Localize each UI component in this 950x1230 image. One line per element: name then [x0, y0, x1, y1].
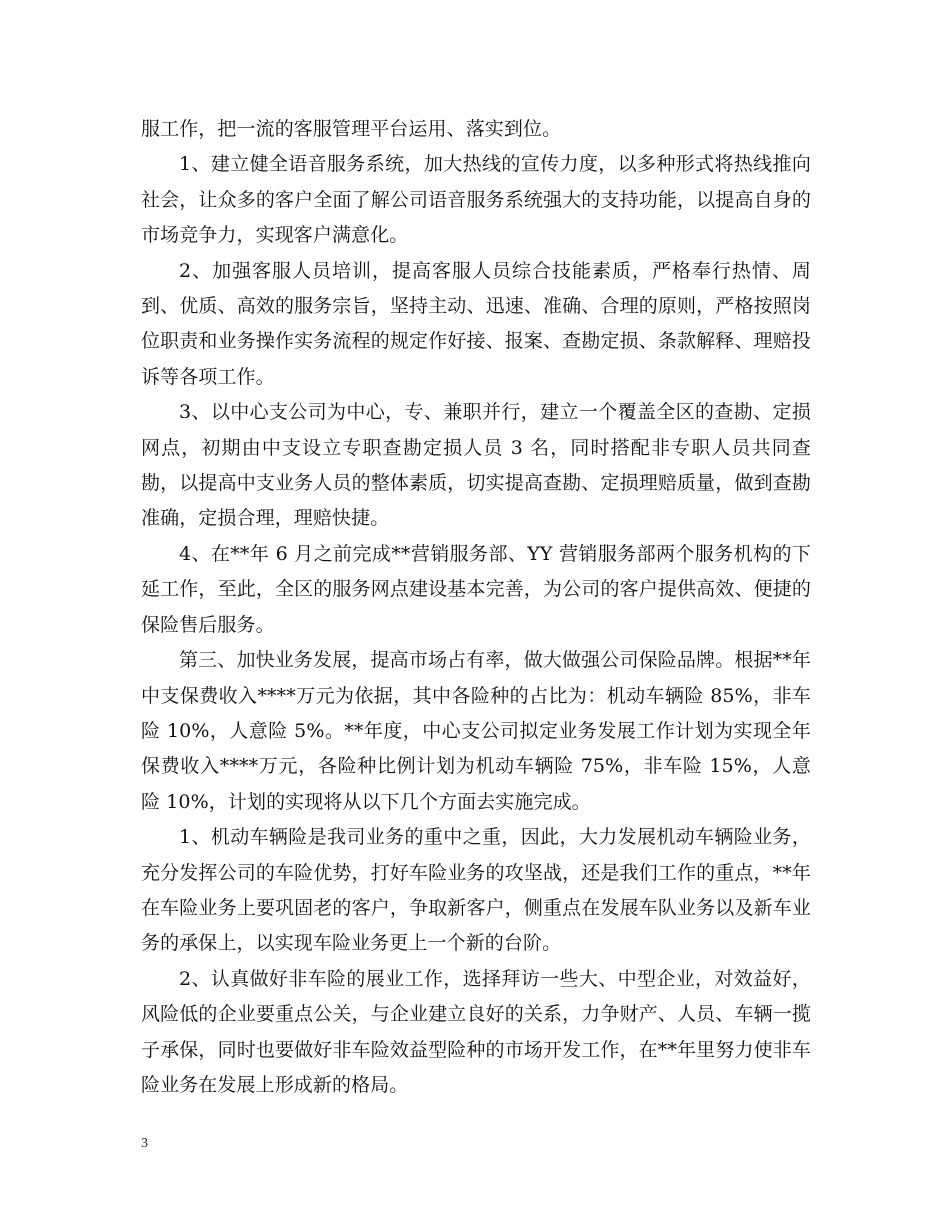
body-paragraph-business-development: 第三、加快业务发展，提高市场占有率，做大做强公司保险品牌。根据**年中支保费收入****万元为依据，其中各险种的占比为：机动车辆险 85%，非车险 10%，人意险 5%。**年度，中心支公司拟定业务发展工作计划为实现全年保费收入****万元，各险种比例计划为机动车辆险 75%，非车险 15%，人意险 10%，计划的实现将从以下几个方面去实施完成。	[141, 649, 811, 813]
body-paragraph-motor-insurance: 1、机动车辆险是我司业务的重中之重，因此，大力发展机动车辆险业务，充分发挥公司的车险优势，打好车险业务的攻坚战，还是我们工作的重点，**年在车险业务上要巩固老的客户，争取新客户，侧重点在发展车队业务以及新车业务的承保上，以实现车险业务更上一个新的台阶。	[141, 826, 811, 955]
body-paragraph-service-outlets: 4、在**年 6 月之前完成**营销服务部、YY 营销服务部两个服务机构的下延工作，至此，全区的服务网点建设基本完善，为公司的客户提供高效、便捷的保险售后服务。	[141, 542, 811, 636]
body-paragraph-voice-service: 1、建立健全语音服务系统，加大热线的宣传力度，以多种形式将热线推向社会，让众多的客户全面了解公司语音服务系统强大的支持功能，以提高自身的市场竞争力，实现客户满意化。	[141, 153, 811, 247]
document-body	[141, 112, 811, 1103]
body-paragraph-survey-network: 3、以中心支公司为中心，专、兼职并行，建立一个覆盖全区的查勘、定损网点，初期由中支设立专职查勘定损人员 3 名，同时搭配非专职人员共同查勘，以提高中支业务人员的整体素质，切实提高查勘、定损理赔质量，做到查勘准确，定损合理，理赔快捷。	[141, 401, 811, 530]
body-paragraph-continuation: 服工作，把一流的客服管理平台运用、落实到位。	[141, 118, 562, 140]
page-number: 3	[141, 1136, 148, 1151]
body-paragraph-non-motor-insurance: 2、认真做好非车险的展业工作，选择拜访一些大、中型企业，对效益好，风险低的企业要重点公关，与企业建立良好的关系，力争财产、人员、车辆一揽子承保，同时也要做好非车险效益型险种的市场开发工作，在**年里努力使非车险业务在发展上形成新的格局。	[141, 967, 811, 1096]
body-paragraph-staff-training: 2、加强客服人员培训，提高客服人员综合技能素质，严格奉行热情、周到、优质、高效的服务宗旨，坚持主动、迅速、准确、合理的原则，严格按照岗位职责和业务操作实务流程的规定作好接、报案、查勘定损、条款解释、理赔投诉等各项工作。	[141, 259, 811, 388]
